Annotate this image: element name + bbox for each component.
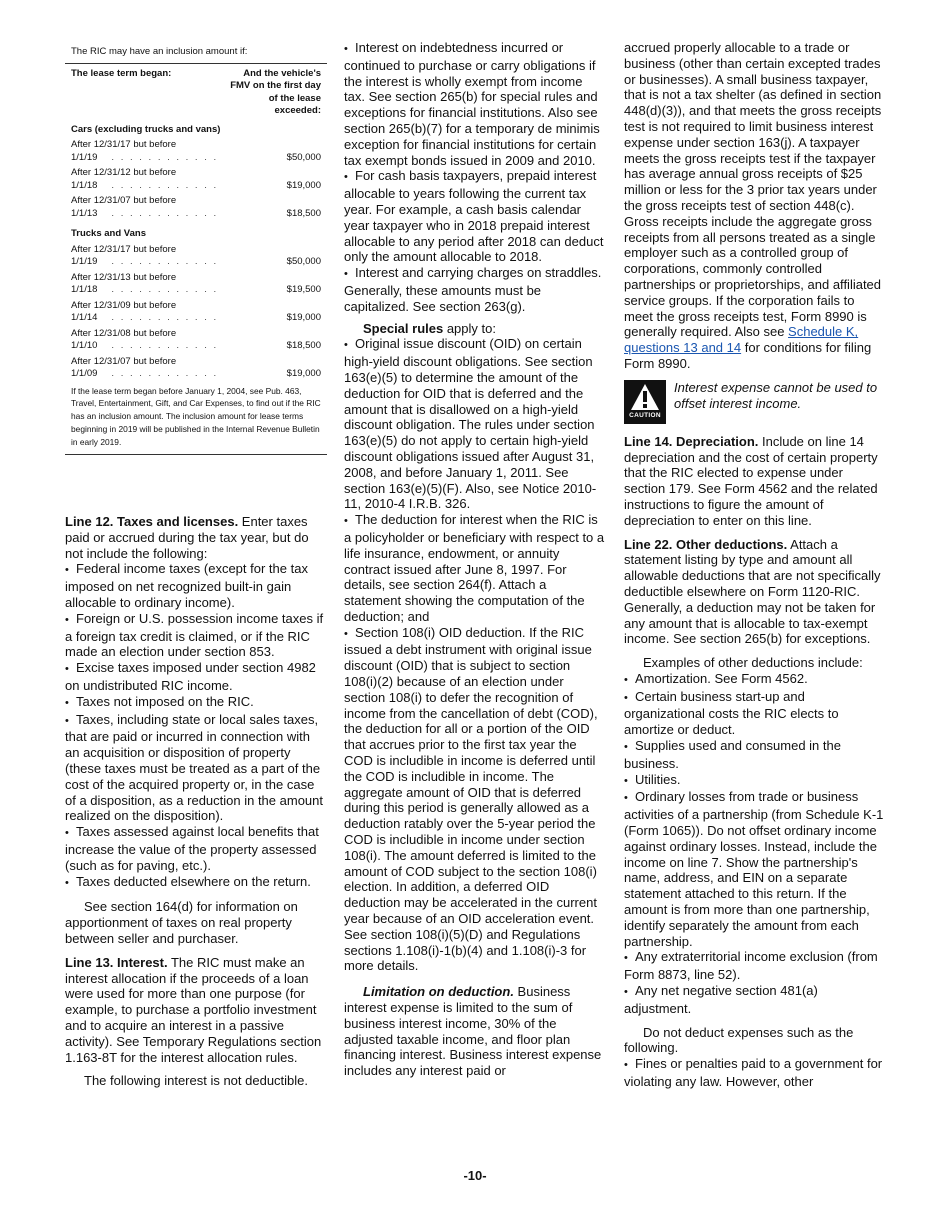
list-item-text: The deduction for interest when the RIC is a policyholder or beneficiary with respect to a life insurance, endowment, or annuity contract issued after June 8, 1997. For details, see section 264(f). Attach a statement showing the computation of the deduction; and — [344, 512, 605, 624]
line13-paragraph — [65, 955, 327, 1066]
bullet-icon: • — [65, 564, 69, 577]
interest-bullet-list — [344, 40, 606, 315]
row-line2: 1/1/19 — [71, 151, 98, 163]
leader-dots: . . . . . . . . . . . . — [111, 284, 219, 295]
list-item-text: Original issue discount (OID) on certain high-yield discount obligations. See section 163(e)(5) to determine the amount of the deduction for OID that is deferred and the amount that is disallowed on a high-yield discount obligation. The rules under section 163(e)(5) do not apply to certain high-yield discount obligations issued after August 31, 2008, and before January 1, 2011. See section 163(e)(5)(F). Also, see Notice 2010-11, 2010-4 I.R.B. 326. — [344, 336, 597, 512]
table-row — [65, 194, 327, 222]
line14-heading: Line 14. Depreciation. — [624, 433, 759, 449]
list-item — [65, 611, 327, 660]
bullet-icon: • — [624, 741, 628, 754]
line12-text: Enter taxes paid or accrued during the tax year, but do not include the following: — [65, 514, 309, 561]
leader-dots: . . . . . . . . . . . . — [111, 207, 219, 219]
not-deductible-paragraph: The following interest is not deductible. — [84, 1073, 309, 1089]
gross-receipts-text: accrued properly allocable to a trade or business (other than certain excepted trades or businesses). A small business taxpayer, that is not a tax shelter (as defined in section 448(d)(3)), and that meets the gross receipts test is not required to limit business interest expense under section 163(j). A taxpayer meets the gross receipts test if the taxpayer has average annual gross receipts of $25 million or less for the 3 prior tax years under the gross receipts test of section 448(c). Gross receipts include the aggregate gross receipts from all persons treated as a single employer such as a controlled group of corporations, commonly controlled partnerships or proprietorships, and affiliated service groups. If the corporation fails to meet the gross receipts test, Form 8990 is generally required. Also see — [624, 40, 882, 340]
list-item-text: For cash basis taxpayers, prepaid interest allocable to years following the current tax year. For example, a cash basis calendar year taxpayer who in 2018 prepaid interest allocable to any period after 2018 can deduct only the amount allocable to 2018. — [344, 168, 604, 265]
caution-icon — [624, 380, 666, 424]
list-item — [344, 625, 606, 975]
list-item — [344, 265, 606, 314]
special-rules-text: apply to: — [443, 320, 496, 336]
line22-heading: Line 22. Other deductions. — [624, 536, 788, 552]
caution-text: Interest expense cannot be used to offset interest income. — [674, 379, 878, 411]
table-row — [65, 299, 327, 327]
leader-dots: . . . . . . . . . . . . — [111, 179, 219, 191]
table-header-right: And the vehicle's FMV on the first day of the lease exceeded: — [230, 67, 321, 116]
leader-dots: . . . . . . . . . . . . — [111, 340, 219, 351]
leader-dots: . . . . . . . . . . . . — [111, 312, 219, 323]
line22-text: Attach a statement listing by type and amount all allowable deductions that are not specifically deductible elsewhere on Form 1120-RIC. Generally, a deduction may not be taken for any amount that is allocable to tax-exempt income. See section 265(b) for exceptions. — [624, 536, 881, 647]
list-item-text: Excise taxes imposed under section 4982 on undistributed RIC income. — [65, 660, 316, 693]
list-item — [344, 512, 606, 625]
list-item-text: Taxes deducted elsewhere on the return. — [76, 873, 311, 889]
row-line1: After 12/31/08 but before — [71, 327, 177, 339]
row-amount: $19,500 — [286, 284, 321, 295]
list-item — [624, 738, 886, 772]
leader-dots: . . . . . . . . . . . . — [111, 151, 219, 163]
table-row — [65, 327, 327, 355]
row-line1: After 12/31/17 but before — [71, 139, 177, 150]
list-item — [624, 1056, 886, 1090]
list-item-text: Taxes assessed against local benefits that increase the value of the property assessed (such as for paving, etc.). — [65, 824, 319, 873]
list-item-text: Section 108(i) OID deduction. If the RIC issued a debt instrument with original issue discount (OID) that is subject to section 108(i)(2) because of an election under section 108(i) to defer the recognition of income from the cancellation of debt (COD), the deduction for all or a portion of the OID that accrues prior to the first tax year the COD is includible in income is deferred until the COD is includible in income. The aggregate amount of OID that is deferred during this period is generally allowed as a deduction ratably over the 5-year period the COD is includible in income under section 108(i). The amount deferred is limited to the amount of COD subject to the section 108(i) election. In addition, a deferred OID deduction may be accelerated in the current year because of an OID acceleration event. See section 108(i)(5)(D) and Regulations sections 1.108(i)-1(b)(4) and 1.108(i)-3 for more details. — [344, 624, 598, 974]
table-row — [65, 138, 327, 166]
line12-bullet-list — [65, 561, 327, 891]
row-amount: $19,000 — [286, 368, 321, 379]
section164-paragraph: See section 164(d) for information on apportionment of taxes on real property between seller and purchaser. — [65, 899, 298, 946]
warning-triangle-icon — [630, 383, 660, 411]
row-line1: After 12/31/12 but before — [71, 167, 177, 178]
column-3 — [624, 40, 886, 1090]
row-amount: $18,500 — [286, 207, 321, 219]
list-item-text: Ordinary losses from trade or business activities of a partnership (from Schedule K-1 (Form 1065)). Do not offset ordinary income against ordinary losses. Instead, include the income on line 7. Show the partnership's name, address, and EIN on a separate statement attached to this return. If the amount is from more than one partnership, identify separately the amount from each partnership. — [624, 789, 884, 949]
list-item-text: Foreign or U.S. possession income taxes if a foreign tax credit is claimed, or if the RIC made an election under section 853. — [65, 610, 324, 660]
bullet-icon: • — [624, 691, 628, 704]
row-amount: $19,000 — [286, 312, 321, 323]
list-item-text: Amortization. See Form 4562. — [635, 670, 808, 686]
line22-paragraph — [624, 537, 886, 648]
line12-heading: Line 12. Taxes and licenses. — [65, 514, 239, 529]
list-item-text: Interest and carrying charges on straddles. Generally, these amounts must be capitalized. See section 263(g). — [344, 265, 602, 314]
table-row — [65, 166, 327, 194]
row-line1: After 12/31/09 but before — [71, 299, 177, 311]
bullet-icon: • — [624, 673, 628, 686]
list-item — [624, 949, 886, 983]
row-line2: 1/1/19 — [71, 256, 98, 267]
line14-paragraph — [624, 434, 886, 529]
bullet-icon: • — [344, 171, 348, 184]
special-rules-bullet-list — [344, 336, 606, 974]
bullet-icon: • — [344, 339, 348, 352]
special-rules-paragraph — [344, 321, 606, 337]
column-2 — [344, 40, 606, 1087]
do-not-deduct-paragraph: Do not deduct expenses such as the following. — [624, 1024, 854, 1056]
row-line2: 1/1/10 — [71, 340, 98, 351]
bullet-icon: • — [624, 792, 628, 805]
inclusion-amount-table — [65, 40, 327, 455]
list-item-text: Interest on indebtedness incurred or continued to purchase or carry obligations if the interest is wholly exempt from income tax. See section 265(b) for special rules and exceptions for financial institutions. Also see section 265(b)(7) for a temporary de minimis exception for financial institutions for certain tax exempt bonds issued in 2009 and 2010. — [344, 40, 600, 168]
list-item — [624, 671, 886, 689]
row-amount: $50,000 — [286, 256, 321, 267]
row-line1: After 12/31/17 but before — [71, 243, 177, 255]
list-item — [624, 983, 886, 1017]
row-amount: $19,000 — [286, 179, 321, 191]
row-line2: 1/1/18 — [71, 179, 98, 191]
list-item — [624, 772, 886, 790]
special-rules-heading: Special rules — [363, 320, 444, 336]
caution-label: CAUTION — [629, 411, 661, 419]
examples-intro: Examples of other deductions include: — [643, 655, 863, 671]
bullet-icon: • — [65, 827, 69, 840]
list-item-text: Fines or penalties paid to a government for violating any law. However, other — [624, 1056, 883, 1090]
bullet-icon: • — [624, 1059, 628, 1072]
list-item-text: Utilities. — [635, 771, 681, 787]
table-row — [65, 355, 327, 383]
examples-bullet-list — [624, 671, 886, 1017]
bullet-icon: • — [624, 986, 628, 999]
table-header — [65, 64, 327, 122]
line14-text: Include on line 14 depreciation and the cost of certain property that the RIC elected to expense under section 179. See Form 4562 and the related instructions to figure the amount of depreciation to enter on this line. — [624, 433, 878, 528]
leader-dots: . . . . . . . . . . . . — [111, 256, 219, 267]
line13-text: The RIC must make an interest allocation if the proceeds of a loan were used for more than one purpose (for example, to purchase a portfolio investment and to acquire an interest in a passive activity). See Temporary Regulations section 1.163-8T for the interest allocation rules. — [65, 954, 322, 1065]
list-item — [65, 824, 327, 873]
bullet-icon: • — [65, 696, 69, 709]
bullet-icon: • — [624, 774, 628, 787]
list-item — [344, 168, 606, 265]
list-item — [624, 789, 886, 949]
row-amount: $50,000 — [286, 151, 321, 163]
table-row — [65, 243, 327, 271]
bullet-icon: • — [65, 714, 69, 727]
table-section-title: Cars (excluding trucks and vans) — [71, 123, 221, 135]
table-row — [65, 271, 327, 299]
limitation-heading: Limitation on deduction. — [363, 984, 514, 1000]
table-note: If the lease term began before January 1, 2004, see Pub. 463, Travel, Entertainment, Gift, and Car Expenses, to find out if the RIC has an inclusion amount. The inclusion amount for lease terms beginning in 2019 will be published in the Internal Revenue Bulletin in early 2019. — [71, 385, 321, 447]
list-item — [344, 40, 606, 168]
list-item-text: Certain business start-up and organizational costs the RIC elects to amortize or deduct. — [624, 688, 839, 738]
row-line1: After 12/31/07 but before — [71, 195, 177, 206]
bullet-icon: • — [344, 515, 348, 528]
bullet-icon: • — [344, 268, 348, 281]
row-line1: After 12/31/07 but before — [71, 355, 177, 367]
limitation-text: Business interest expense is limited to the sum of business interest income, 30% of the adjusted taxable income, and floor plan financing interest. Business interest expense includes any interest paid or — [344, 984, 602, 1079]
bullet-icon: • — [65, 613, 69, 626]
schedule-k-link[interactable]: Schedule K, questions 13 and 14 — [624, 324, 859, 356]
row-line2: 1/1/09 — [71, 368, 98, 379]
page-number: -10- — [463, 1168, 487, 1183]
line12-paragraph — [65, 514, 327, 561]
row-line2: 1/1/13 — [71, 207, 98, 219]
bullet-icon: • — [624, 952, 628, 965]
bullet-icon: • — [65, 663, 69, 676]
list-item — [65, 660, 327, 694]
bullet-icon: • — [344, 627, 348, 640]
list-item-text: Taxes, including state or local sales taxes, that are paid or incurred in connection with an acquisition or disposition of property (these taxes must be treated as a part of the cost of the acquired property or, in the case of a disposition, as a reduction in the amount realized on the disposition). — [65, 711, 323, 824]
column-1 — [65, 514, 327, 1097]
list-item — [344, 336, 606, 512]
list-item-text: Supplies used and consumed in the business. — [624, 738, 841, 771]
row-line2: 1/1/14 — [71, 312, 98, 323]
list-item — [65, 561, 327, 610]
gross-receipts-paragraph — [624, 40, 886, 372]
table-caption: The RIC may have an inclusion amount if: — [65, 40, 327, 64]
list-item — [65, 874, 327, 892]
gross-receipts-tail: for conditions for filing Form 8990. — [624, 340, 872, 371]
row-line1: After 12/31/13 but before — [71, 271, 177, 283]
bullet-icon: • — [344, 43, 348, 55]
list-item-text: Any net negative section 481(a) adjustment. — [624, 983, 818, 1016]
list-item — [65, 712, 327, 825]
limitation-paragraph — [344, 984, 606, 1079]
table-header-left: The lease term began: — [71, 67, 172, 79]
list-item — [624, 689, 886, 738]
list-item — [65, 694, 327, 712]
leader-dots: . . . . . . . . . . . . — [111, 368, 219, 379]
list-item-text: Federal income taxes (except for the tax imposed on net recognized built-in gain allocable to ordinary income). — [65, 561, 308, 610]
list-item-text: Any extraterritorial income exclusion (from Form 8873, line 52). — [624, 949, 878, 983]
line13-heading: Line 13. Interest. — [65, 954, 168, 970]
list-item-text: Taxes not imposed on the RIC. — [76, 693, 254, 709]
bullet-icon: • — [65, 876, 69, 889]
row-amount: $18,500 — [286, 340, 321, 351]
caution-box — [624, 380, 886, 424]
row-line2: 1/1/18 — [71, 284, 98, 295]
table-section-title: Trucks and Vans — [71, 228, 146, 239]
